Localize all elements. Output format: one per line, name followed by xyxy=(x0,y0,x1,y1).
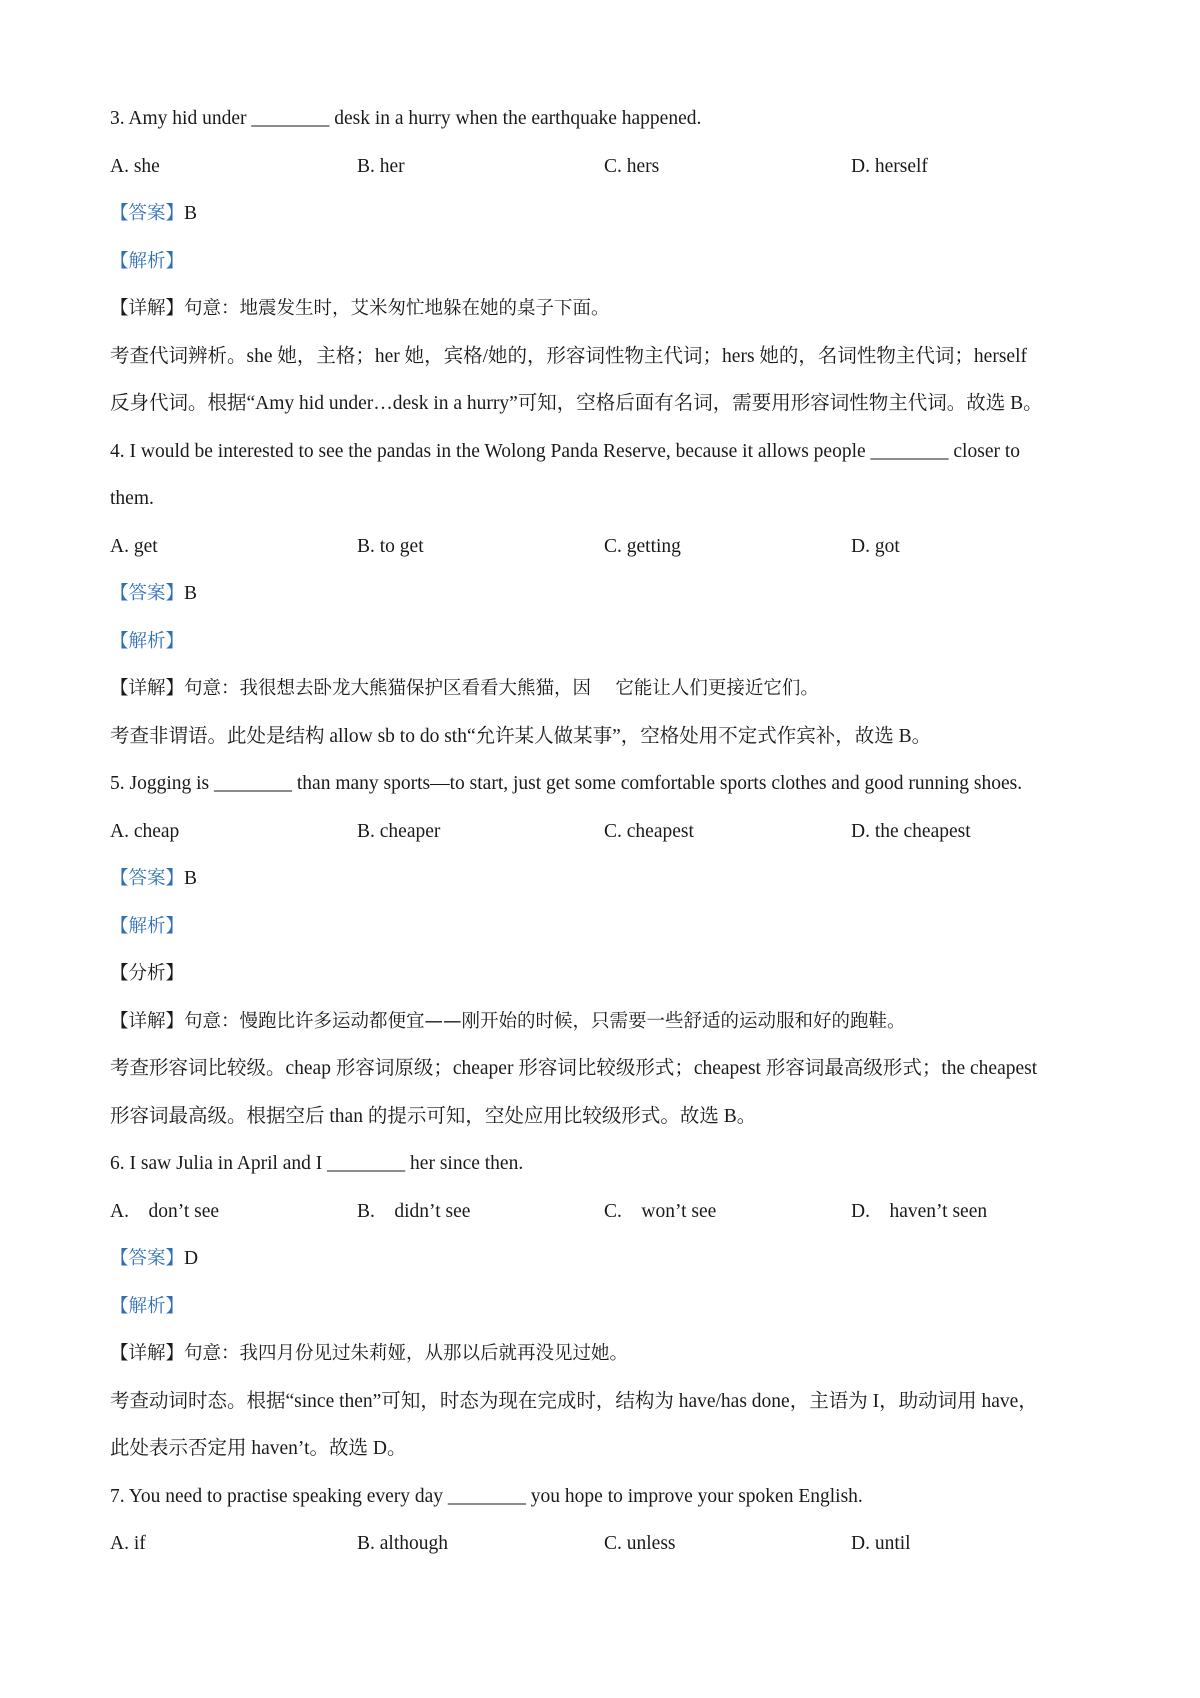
question-4-options xyxy=(110,523,1100,571)
question-6-option-a: A. don’t see xyxy=(110,1200,220,1222)
question-4-analysis xyxy=(110,618,1100,666)
detail-text: 句意：慢跑比许多运动都便宜——刚开始的时候，只需要一些舒适的运动服和好的跑鞋。 xyxy=(184,1010,906,1032)
question-7-stem: 7. You need to practise speaking every day ________ you hope to improve your spoken English. xyxy=(110,1485,863,1507)
question-5-explanation-1: 考查形容词比较级。cheap 形容词原级；cheaper 形容词比较级形式；cheapest 形容词最高级形式；the cheapest xyxy=(110,1058,1038,1079)
question-7-option-d: D. until xyxy=(851,1533,911,1554)
question-3-option-b: B. her xyxy=(357,155,405,177)
question-7-option-a: A. if xyxy=(110,1533,146,1554)
question-4-stem-2: them. xyxy=(110,488,154,509)
question-5-option-d: D. the cheapest xyxy=(851,820,971,842)
detail-tag: 【详解】 xyxy=(110,1010,185,1032)
question-6-explanation-1: 考查动词时态。根据“since then”可知，时态为现在完成时，结构为 have/has done，主语为 I，助动词用 have， xyxy=(110,1390,1038,1412)
analysis-tag: 【解析】 xyxy=(110,630,185,652)
question-3-explanation-1: 考查代词辨析。she 她，主格；her 她，宾格/她的，形容词性物主代词；hers 她的，名词性物主代词；herself xyxy=(110,345,1027,367)
question-5-option-c: C. cheapest xyxy=(604,820,694,842)
question-4-detail xyxy=(110,665,1100,713)
question-6-answer xyxy=(110,1235,1100,1283)
answer-value: B xyxy=(184,868,198,889)
question-5-detail xyxy=(110,998,1100,1046)
question-5-stem: 5. Jogging is ________ than many sports—to start, just get some comfortable sports clothes and good running shoes. xyxy=(110,773,1023,794)
answer-tag: 【答案】 xyxy=(110,203,185,224)
question-7-option-c: C. unless xyxy=(604,1533,676,1554)
answer-tag: 【答案】 xyxy=(110,868,185,889)
question-6-detail xyxy=(110,1330,1100,1378)
question-4-stem-1: 4. I would be interested to see the pandas in the Wolong Panda Reserve, because it allows people ________ closer to xyxy=(110,440,1021,462)
question-6-option-c: C. won’t see xyxy=(604,1200,717,1222)
detail-tag: 【详解】 xyxy=(110,298,185,319)
question-5-option-b: B. cheaper xyxy=(357,820,441,842)
analysis-tag: 【解析】 xyxy=(110,915,185,937)
question-7-options xyxy=(110,1520,1100,1568)
question-5-explanation-2: 形容词最高级。根据空后 than 的提示可知，空处应用比较级形式。故选 B。 xyxy=(110,1105,757,1127)
answer-tag: 【答案】 xyxy=(110,583,185,604)
fenxi-tag: 【分析】 xyxy=(110,963,185,984)
detail-text: 句意：地震发生时，艾米匆忙地躲在她的桌子下面。 xyxy=(184,298,610,319)
question-5-answer xyxy=(110,855,1100,903)
detail-text: 句意：我四月份见过朱莉娅，从那以后就再没见过她。 xyxy=(184,1343,629,1364)
question-3-option-d: D. herself xyxy=(851,155,928,177)
question-3-answer xyxy=(110,190,1100,238)
question-3-option-c: C. hers xyxy=(604,155,660,177)
question-6-stem: 6. I saw Julia in April and I ________ her since then. xyxy=(110,1153,524,1174)
question-5-analysis xyxy=(110,903,1100,951)
question-4-option-c: C. getting xyxy=(604,535,681,557)
question-4-option-d: D. got xyxy=(851,535,900,557)
question-4-option-a: A. get xyxy=(110,535,158,557)
analysis-tag: 【解析】 xyxy=(110,1295,185,1317)
question-3-option-a: A. she xyxy=(110,155,160,177)
question-3-stem: 3. Amy hid under ________ desk in a hurry when the earthquake happened. xyxy=(110,108,702,129)
question-5-option-a: A. cheap xyxy=(110,820,180,842)
detail-tag: 【详解】 xyxy=(110,678,185,699)
question-6-analysis xyxy=(110,1283,1100,1331)
detail-tag: 【详解】 xyxy=(110,1343,185,1364)
analysis-tag: 【解析】 xyxy=(110,250,185,272)
answer-value: B xyxy=(184,203,198,224)
document-page xyxy=(110,95,1100,1568)
question-6-explanation-2: 此处表示否定用 haven’t。故选 D。 xyxy=(110,1438,407,1459)
question-6-options xyxy=(110,1188,1100,1236)
question-5-options xyxy=(110,808,1100,856)
answer-tag: 【答案】 xyxy=(110,1248,185,1269)
question-4-explanation-1: 考查非谓语。此处是结构 allow sb to do sth“允许某人做某事”，空格处用不定式作宾补，故选 B。 xyxy=(110,725,932,747)
answer-value: D xyxy=(184,1248,199,1269)
question-5-fenxi xyxy=(110,950,1100,998)
question-3-detail xyxy=(110,285,1100,333)
detail-text: 句意：我很想去卧龙大熊猫保护区看看大熊猫，因 它能让人们更接近它们。 xyxy=(184,678,819,699)
question-4-option-b: B. to get xyxy=(357,535,424,557)
question-3-analysis xyxy=(110,238,1100,286)
question-7-option-b: B. although xyxy=(357,1533,448,1554)
question-3-explanation-2: 反身代词。根据“Amy hid under…desk in a hurry”可知，空格后面有名词，需要用形容词性物主代词。故选 B。 xyxy=(110,393,1043,414)
question-6-option-d: D. haven’t seen xyxy=(851,1200,988,1222)
question-6-option-b: B. didn’t see xyxy=(357,1200,471,1222)
question-4-answer xyxy=(110,570,1100,618)
answer-value: B xyxy=(184,583,198,604)
question-3-options xyxy=(110,143,1100,191)
